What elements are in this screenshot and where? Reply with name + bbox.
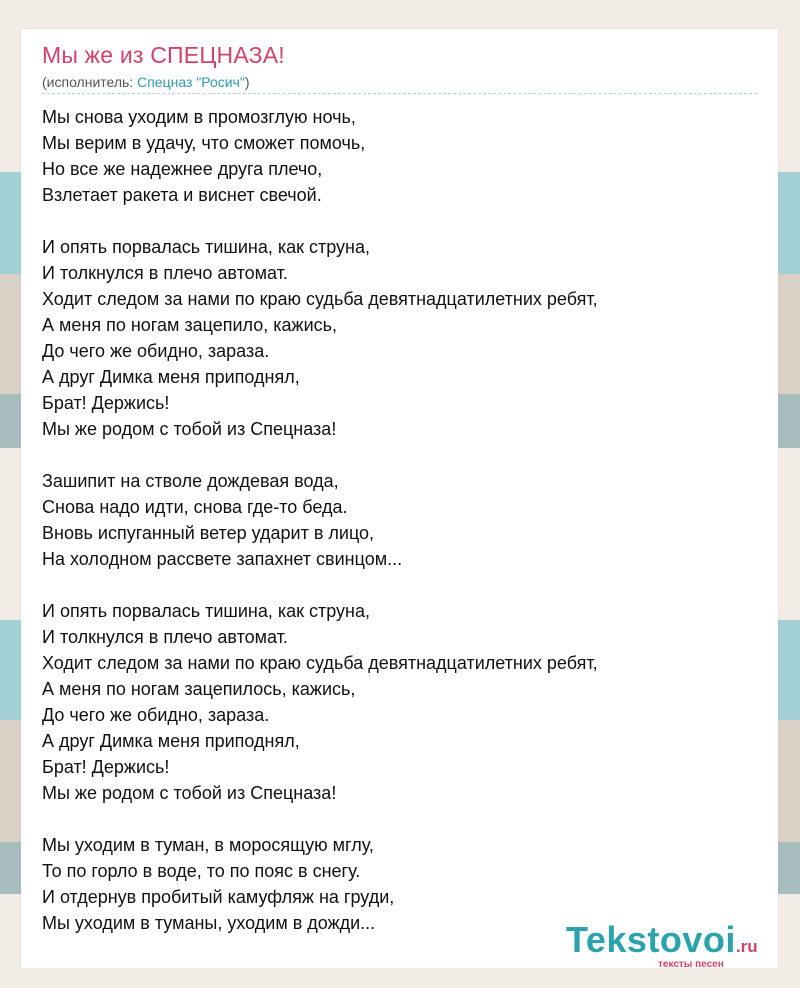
lyric-line: Вновь испуганный ветер ударит в лицо, <box>42 523 375 543</box>
artist-link[interactable]: Спецназ "Росич" <box>137 74 245 90</box>
artist-line <box>42 74 250 90</box>
lyric-line: Мы уходим в туманы, уходим в дожди... <box>42 913 376 933</box>
lyric-line: А меня по ногам зацепило, кажись, <box>42 315 338 335</box>
lyric-line: Ходит следом за нами по краю судьба девятнадцатилетних ребят, <box>42 289 598 309</box>
lyric-line: То по горло в воде, то по пояс в снегу. <box>42 861 361 881</box>
lyric-line: Мы же родом с тобой из Спецназа! <box>42 419 337 439</box>
logo-tld: .ru <box>735 937 758 956</box>
lyric-line: На холодном рассвете запахнет свинцом... <box>42 549 403 569</box>
logo-subtitle: тексты песен <box>658 959 724 970</box>
site-logo[interactable] <box>566 919 786 970</box>
lyric-line: Мы же родом с тобой из Спецназа! <box>42 783 337 803</box>
lyric-line: До чего же обидно, зараза. <box>42 705 270 725</box>
song-title: Мы же из СПЕЦНАЗА! <box>42 42 285 68</box>
lyric-line: Ходит следом за нами по краю судьба девятнадцатилетних ребят, <box>42 653 598 673</box>
lyrics-card <box>21 29 778 968</box>
lyric-line: Мы уходим в туман, в моросящую мглу, <box>42 835 374 855</box>
lyric-line: А меня по ногам зацепилось, кажись, <box>42 679 356 699</box>
stanza-gap <box>42 208 598 234</box>
lyric-line: Зашипит на стволе дождевая вода, <box>42 471 339 491</box>
lyric-line: Мы верим в удачу, что сможет помочь, <box>42 133 366 153</box>
lyric-line: Взлетает ракета и виснет свечой. <box>42 185 322 205</box>
logo-text: Tekstovoi <box>566 919 736 960</box>
lyric-line: Брат! Держись! <box>42 757 170 777</box>
lyric-line: До чего же обидно, зараза. <box>42 341 270 361</box>
lyric-line: И опять порвалась тишина, как струна, <box>42 601 371 621</box>
lyric-line: Мы снова уходим в промозглую ночь, <box>42 107 356 127</box>
lyric-line: И толкнулся в плечо автомат. <box>42 627 288 647</box>
lyric-line: Снова надо идти, снова где-то беда. <box>42 497 348 517</box>
lyric-line: А друг Димка меня приподнял, <box>42 367 300 387</box>
stanza-gap <box>42 806 598 832</box>
artist-suffix: ) <box>244 74 250 90</box>
stanza-gap <box>42 442 598 468</box>
lyric-line: Но все же надежнее друга плечо, <box>42 159 323 179</box>
lyrics-text <box>42 104 598 936</box>
lyric-line: Брат! Держись! <box>42 393 170 413</box>
lyric-line: И отдернув пробитый камуфляж на груди, <box>42 887 395 907</box>
stanza-gap <box>42 572 598 598</box>
lyric-line: И опять порвалась тишина, как струна, <box>42 237 371 257</box>
artist-prefix: (исполнитель: <box>42 74 138 90</box>
title-divider <box>42 93 757 94</box>
lyric-line: А друг Димка меня приподнял, <box>42 731 300 751</box>
lyric-line: И толкнулся в плечо автомат. <box>42 263 288 283</box>
